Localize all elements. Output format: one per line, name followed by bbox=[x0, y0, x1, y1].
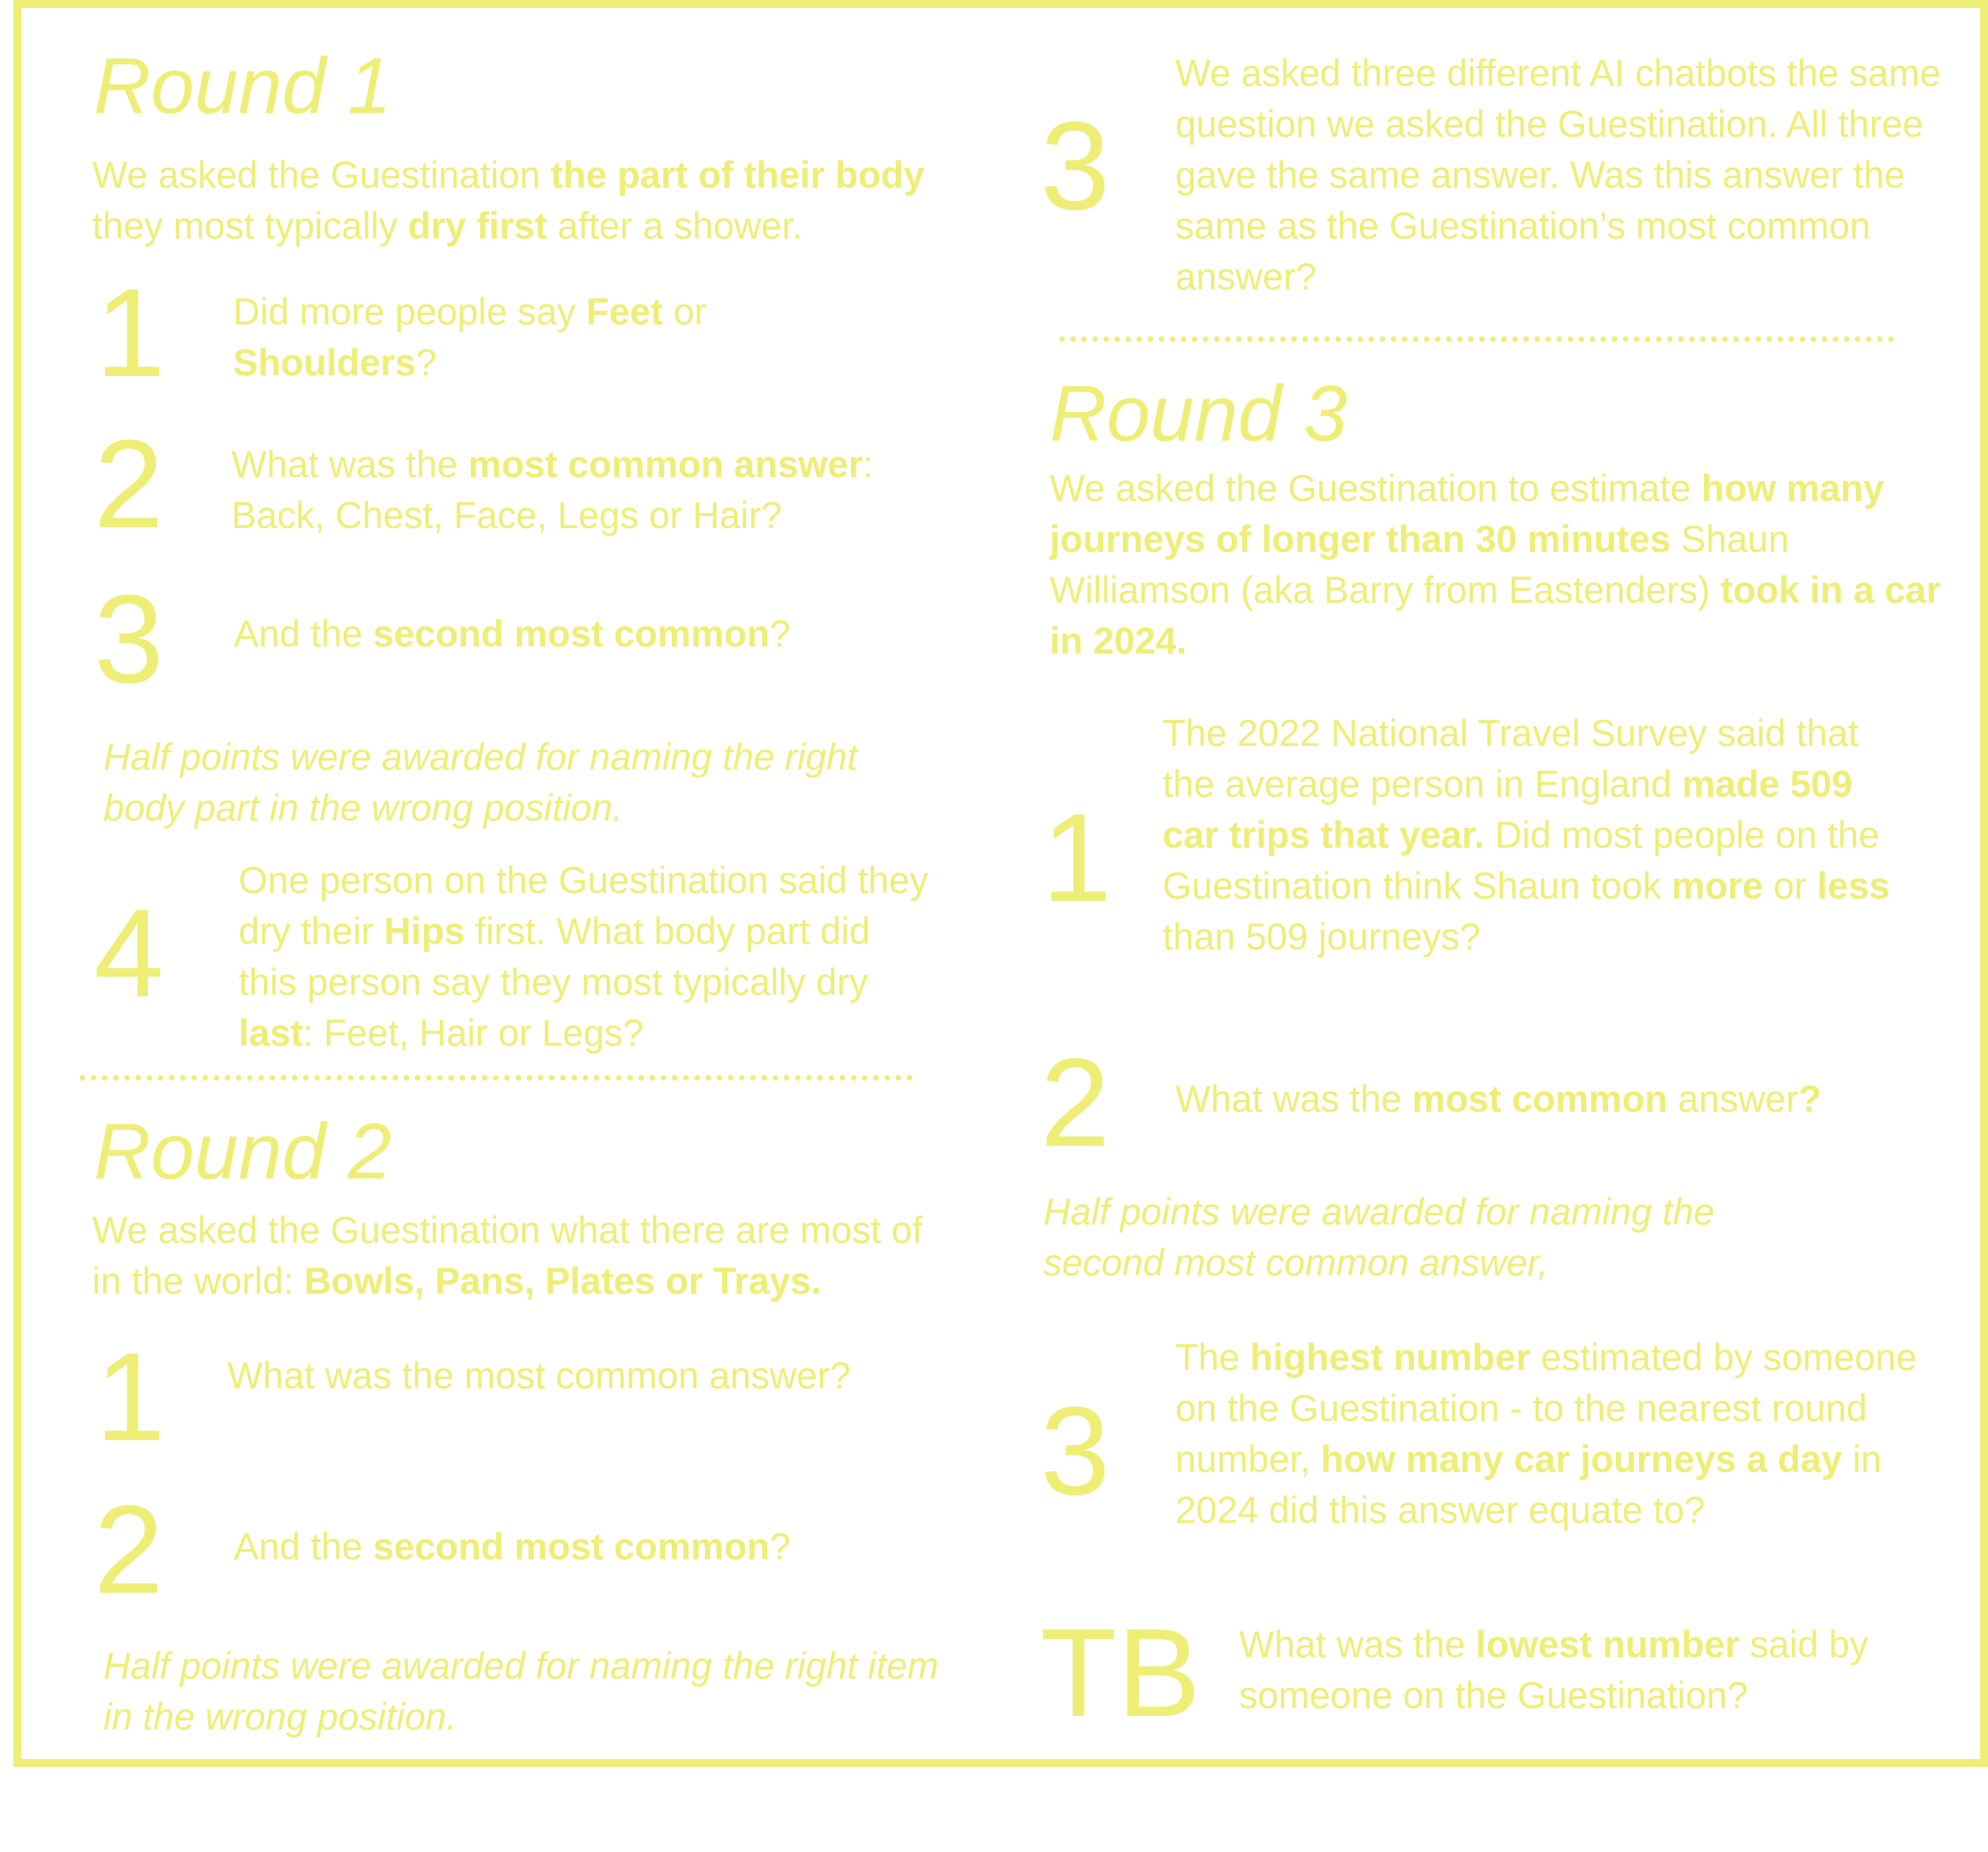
round-1-q1-number: 1 bbox=[95, 263, 165, 403]
round-1-note: Half points were awarded for naming the right body part in the wrong position. bbox=[103, 736, 858, 829]
round-3-q1-number: 1 bbox=[1042, 788, 1112, 928]
round-3-q2-text: What was the most common answer? bbox=[1175, 1077, 1822, 1120]
round-1-divider bbox=[80, 1075, 913, 1081]
round-1-q1-text: Did more people say Feet or Shoulders? bbox=[233, 290, 707, 383]
round-1-q3-number: 3 bbox=[94, 569, 164, 709]
round-3-q2-number: 2 bbox=[1040, 1033, 1110, 1173]
round-1-q5-number: 3 bbox=[1040, 96, 1110, 236]
round-3-q1-text: The 2022 National Travel Survey said that the average person in England made 509 car trips that year. Did most people on the Guestination think Shaun took more or less than 509 journeys? bbox=[1163, 712, 1890, 957]
round-2-note: Half points were awarded for naming the right item in the wrong position. bbox=[103, 1644, 939, 1737]
round-1-q4-number: 4 bbox=[94, 883, 164, 1023]
round-3-title: Round 3 bbox=[1050, 369, 1348, 457]
round-2-q2-number: 2 bbox=[94, 1480, 164, 1620]
round-1-q3-text: And the second most common? bbox=[234, 612, 791, 654]
round-1-q4-text: One person on the Guestination said they dry their Hips first. What body part did this person say they most typically dry last: Feet, Hair or Legs? bbox=[239, 859, 929, 1054]
round-1-intro: We asked the Guestination the part of their body they most typically dry first after a shower. bbox=[92, 153, 925, 247]
round-3-note: Half points were awarded for naming the second most common answer, bbox=[1043, 1190, 1714, 1283]
round-2-intro: We asked the Guestination what there are most of in the world: Bowls, Pans, Plates or Trays. bbox=[92, 1209, 923, 1302]
round-3-tiebreak-label: TB bbox=[1040, 1603, 1201, 1743]
round-3-intro: We asked the Guestination to estimate how many journeys of longer than 30 minutes Shaun Williamson (aka Barry from Eastenders) took in a car in 2024. bbox=[1050, 467, 1941, 662]
round-3-q3-text: The highest number estimated by someone on the Guestination - to the nearest round number, how many car journeys a day in 2024 did this answer equate to? bbox=[1175, 1336, 1917, 1531]
round-1-title: Round 1 bbox=[94, 41, 392, 130]
round-2-q1-number: 1 bbox=[95, 1327, 165, 1467]
round-3-q3-number: 3 bbox=[1040, 1381, 1110, 1521]
round-2-title: Round 2 bbox=[94, 1107, 392, 1195]
round-2-q1-text: What was the most common answer? bbox=[227, 1354, 851, 1396]
round-2-q2-text: And the second most common? bbox=[234, 1525, 791, 1567]
round-1-q5-text: We asked three different AI chatbots the same question we asked the Guestination. All three gave the same answer. Was this answer the same as the Guestination’s most common answer? bbox=[1175, 52, 1941, 297]
round-2-divider bbox=[1059, 336, 1894, 342]
round-1-q2-text: What was the most common answer: Back, Chest, Face, Legs or Hair? bbox=[231, 443, 874, 536]
round-1-q2-number: 2 bbox=[94, 414, 164, 554]
round-3-tiebreak-text: What was the lowest number said by someone on the Guestination? bbox=[1239, 1623, 1869, 1716]
